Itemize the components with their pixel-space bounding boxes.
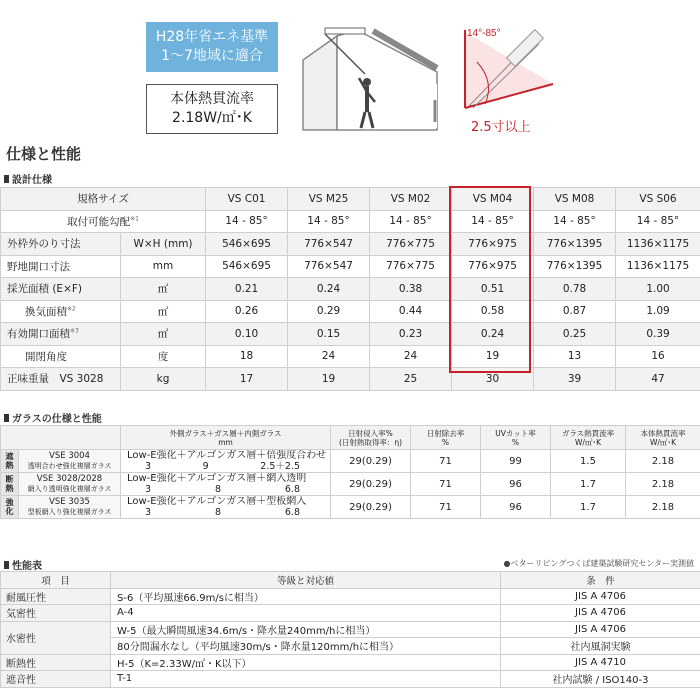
glass-heatcut: 71: [411, 496, 481, 519]
perf-item: 断熱性: [1, 654, 111, 671]
spec-cell: 14 - 85°: [452, 210, 534, 233]
glass-composition: Low-E強化＋アルゴンガス層＋型板網入 3 8 6.8: [121, 496, 331, 519]
glass-uv: 96: [481, 496, 551, 519]
glass-header-blank: [1, 426, 121, 450]
spec-row: [1, 368, 700, 391]
performance-heading: 性能表: [4, 557, 42, 572]
performance-table: [0, 571, 700, 688]
spec-cell: 19: [452, 345, 534, 368]
performance-row: [1, 621, 700, 638]
perf-condition: JIS A 4710: [501, 654, 700, 671]
section-title: 仕様と性能: [6, 145, 82, 163]
spec-cell: 776×975: [452, 255, 534, 278]
spec-cell: 546×695: [206, 255, 288, 278]
spec-cell: 0.24: [452, 323, 534, 346]
glass-solar: 29(0.29): [331, 473, 411, 496]
spec-row: [1, 210, 700, 233]
glass-solar: 29(0.29): [331, 450, 411, 473]
spec-cell: 776×975: [452, 233, 534, 256]
spec-cell: 14 - 85°: [288, 210, 370, 233]
perf-grade: 80分間漏水なし（平均風速30m/s・降水量120mm/hに相当）: [111, 638, 501, 655]
spec-cell: 0.44: [370, 300, 452, 323]
perf-grade: T-1: [111, 671, 501, 688]
spec-cell: 14 - 85°: [206, 210, 288, 233]
spec-cell: 776×775: [370, 233, 452, 256]
spec-row-label: 換気面積$^{※2}$: [1, 300, 121, 323]
spec-cell: 19: [288, 368, 370, 391]
spec-cell: 47: [616, 368, 700, 391]
perf-item: 水密性: [1, 621, 111, 654]
perf-grade: A-4: [111, 605, 501, 622]
spec-row-label: 正味重量 VS 3028: [1, 368, 121, 391]
glass-heatcut: 71: [411, 473, 481, 496]
spec-cell: 0.58: [452, 300, 534, 323]
spec-cell: 39: [534, 368, 616, 391]
spec-row-label: 取付可能勾配$^{※1}$: [1, 210, 206, 233]
glass-header-solar: 日射侵入率% (日射熱取得率：η): [331, 426, 411, 450]
glass-row: [1, 496, 700, 519]
angle-range-label: 14°-85°: [467, 28, 501, 39]
spec-row: [1, 323, 700, 346]
glass-composition: Low-E強化＋アルゴンガス層＋倍強度合わせ 3 9 2.5＋2.5: [121, 450, 331, 473]
spec-row: [1, 345, 700, 368]
spec-row-unit: ㎡: [121, 323, 206, 346]
house-skylight-illustration: [295, 22, 445, 134]
roof-pitch-diagram: [455, 22, 555, 112]
perf-condition: JIS A 4706: [501, 621, 700, 638]
perf-condition: JIS A 4706: [501, 588, 700, 605]
perf-condition: JIS A 4706: [501, 605, 700, 622]
glass-model: VSE 3028/2028 網入り透明強化複層ガラス: [19, 473, 121, 496]
spec-cell: 18: [206, 345, 288, 368]
glass-model: VSE 3004 透明合わせ強化複層ガラス: [19, 450, 121, 473]
spec-cell: 30: [452, 368, 534, 391]
heat-transmission-badge: [146, 84, 278, 134]
spec-table: [0, 187, 700, 391]
perf-header-condition: 条 件: [501, 572, 700, 589]
spec-heading: 設計仕様: [4, 171, 52, 186]
spec-row: [1, 300, 700, 323]
spec-cell: 0.10: [206, 323, 288, 346]
spec-row-label: 外枠外のり寸法: [1, 233, 121, 256]
group-tag: 遮熱: [1, 450, 19, 473]
energy-standard-badge: [146, 22, 278, 72]
spec-cell: 1.09: [616, 300, 700, 323]
perf-condition: 社内試験 / ISO140-3: [501, 671, 700, 688]
spec-cell: 0.25: [534, 323, 616, 346]
spec-row-label: 開閉角度: [1, 345, 121, 368]
glass-row: [1, 473, 700, 496]
performance-row: [1, 605, 700, 622]
energy-badge-line1: H28年省エネ基準: [155, 29, 269, 45]
spec-row-unit: ㎡: [121, 300, 206, 323]
spec-row-label: 野地開口寸法: [1, 255, 121, 278]
spec-cell: 0.87: [534, 300, 616, 323]
model-header: VS M08: [534, 188, 616, 211]
spec-header-label: 規格サイズ: [1, 188, 206, 211]
spec-cell: 25: [370, 368, 452, 391]
glass-glass-u: 1.7: [551, 496, 626, 519]
group-tag: 強化: [1, 496, 19, 519]
performance-header-row: [1, 572, 700, 589]
spec-header-row: [1, 188, 700, 211]
spec-row: [1, 255, 700, 278]
spec-cell: 0.78: [534, 278, 616, 301]
perf-item: 気密性: [1, 605, 111, 622]
spec-cell: 16: [616, 345, 700, 368]
spec-cell: 0.21: [206, 278, 288, 301]
glass-header-uv: UVカット率 %: [481, 426, 551, 450]
spec-row-unit: W×H (mm): [121, 233, 206, 256]
spec-cell: 0.15: [288, 323, 370, 346]
spec-row-unit: mm: [121, 255, 206, 278]
glass-header-composition: 外側ガラス＋ガス層＋内側ガラス mm: [121, 426, 331, 450]
spec-row: [1, 233, 700, 256]
spec-cell: 17: [206, 368, 288, 391]
spec-cell: 0.26: [206, 300, 288, 323]
spec-cell: 776×547: [288, 255, 370, 278]
glass-glass-u: 1.5: [551, 450, 626, 473]
heat-badge-line2: 2.18W/㎡･K: [172, 110, 252, 126]
glass-glass-u: 1.7: [551, 473, 626, 496]
spec-cell: 14 - 85°: [616, 210, 700, 233]
spec-cell: 1136×1175: [616, 233, 700, 256]
spec-cell: 0.23: [370, 323, 452, 346]
spec-cell: 13: [534, 345, 616, 368]
glass-composition: Low-E強化＋アルゴンガス層＋網入透明 3 8 6.8: [121, 473, 331, 496]
spec-cell: 14 - 85°: [534, 210, 616, 233]
spec-cell: 24: [288, 345, 370, 368]
glass-header-heatcut: 日射除去率 %: [411, 426, 481, 450]
glass-model: VSE 3035 型板網入り強化複層ガラス: [19, 496, 121, 519]
glass-table: [0, 425, 700, 519]
glass-uv: 96: [481, 473, 551, 496]
spec-cell: 546×695: [206, 233, 288, 256]
spec-cell: 776×1395: [534, 233, 616, 256]
spec-row-unit: 度: [121, 345, 206, 368]
model-header: VS M02: [370, 188, 452, 211]
glass-heading: ガラスの仕様と性能: [4, 410, 102, 425]
spec-cell: 776×547: [288, 233, 370, 256]
spec-cell: 0.29: [288, 300, 370, 323]
glass-header-body-u: 本体熱貫流率 W/㎡･K: [626, 426, 700, 450]
model-header: VS C01: [206, 188, 288, 211]
performance-row: [1, 654, 700, 671]
spec-cell: 776×1395: [534, 255, 616, 278]
perf-grade: H-5（K=2.33W/㎡・K以下）: [111, 654, 501, 671]
glass-body-u: 2.18: [626, 473, 700, 496]
spec-cell: 1136×1175: [616, 255, 700, 278]
heat-badge-line1: 本体熱貫流率: [170, 91, 254, 107]
spec-cell: 0.39: [616, 323, 700, 346]
perf-header-item: 項 目: [1, 572, 111, 589]
model-header: VS S06: [616, 188, 700, 211]
model-header: VS M25: [288, 188, 370, 211]
perf-grade: W-5（最大瞬間風速34.6m/s・降水量240mm/hに相当）: [111, 621, 501, 638]
glass-body-u: 2.18: [626, 496, 700, 519]
glass-uv: 99: [481, 450, 551, 473]
spec-row-label: 有効開口面積$^{※3}$: [1, 323, 121, 346]
spec-cell: 776×775: [370, 255, 452, 278]
glass-body-u: 2.18: [626, 450, 700, 473]
glass-solar: 29(0.29): [331, 496, 411, 519]
spec-cell: 24: [370, 345, 452, 368]
glass-heatcut: 71: [411, 450, 481, 473]
performance-row: [1, 671, 700, 688]
spec-row: [1, 278, 700, 301]
perf-grade: S-6（平均風速66.9m/sに相当）: [111, 588, 501, 605]
glass-header-glass-u: ガラス熱貫流率 W/㎡･K: [551, 426, 626, 450]
glass-row: [1, 450, 700, 473]
group-tag: 断熱: [1, 473, 19, 496]
spec-row-unit: kg: [121, 368, 206, 391]
perf-condition: 社内風洞実験: [501, 638, 700, 655]
perf-item: 遮音性: [1, 671, 111, 688]
spec-cell: 0.51: [452, 278, 534, 301]
perf-item: 耐風圧性: [1, 588, 111, 605]
spec-row-label: 採光面積 (E×F): [1, 278, 121, 301]
energy-badge-line2: 1～7地域に適合: [161, 48, 263, 64]
spec-cell: 0.38: [370, 278, 452, 301]
model-header: VS M04: [452, 188, 534, 211]
spec-cell: 1.00: [616, 278, 700, 301]
perf-header-grade: 等級と対応値: [111, 572, 501, 589]
glass-header-row: [1, 426, 700, 450]
performance-row: [1, 588, 700, 605]
source-note: ●ベターリビングつくば建築試験研究センター実測値: [503, 559, 694, 568]
spec-row-unit: ㎡: [121, 278, 206, 301]
spec-cell: 14 - 85°: [370, 210, 452, 233]
pitch-min-label: 2.5寸以上: [471, 120, 531, 135]
spec-cell: 0.24: [288, 278, 370, 301]
